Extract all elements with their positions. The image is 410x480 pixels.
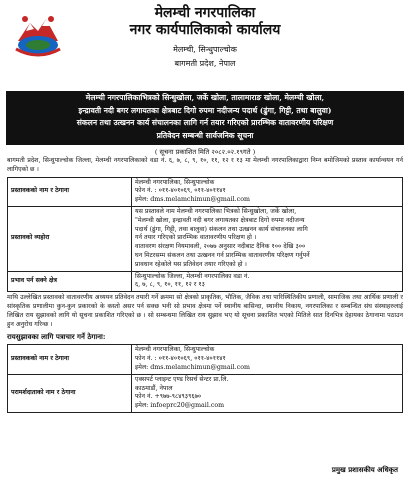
banner-line: मेलम्ची नगरपालिकाभित्रको सिन्धुखोला, जर्के खोला, तालामाराङ खोला, मेलम्ची खोला, (85, 93, 325, 102)
table-row (8, 206, 403, 271)
value-line: प्रावधान रहेकोले यस प्रतिवेदन तयार गरिएको हो । (135, 260, 247, 268)
proposal-table (7, 177, 403, 293)
email-line: इमेल: dms.melamchimun@gmail.com (135, 363, 250, 371)
row-label: प्रभाव पर्न सक्ने क्षेत्र (8, 271, 132, 292)
email-line: इमेल: dms.melamchimun@gmail.com (135, 196, 250, 204)
value-line: फोन नं. : ०११-४०१०६९, ०११-४०११४१ (135, 187, 226, 195)
row-value (132, 206, 403, 271)
contact-table (7, 344, 403, 413)
table-row (8, 177, 403, 206)
body-paragraph: माथि उल्लेखित प्रस्तावको वातावरणीय अध्ययन प्रतिवेदन तयारी गर्ने क्रममा सो क्षेत्रको प्राकृतिक, भौतिक, जैविक तथा पारिस्थितिकीय प्रणाली, सामाजिक तथा आर्थिक प्रणाली र सांस्कृतिक प्रणालीमा कुन-कुन प्रकारको के कस्तो असर पर्न सक्छ भनी सो प्रभाव क्षेत्रमा पर्ने स्थानीय बासिन्दा, स्थानीय निकाय, नगरपालिका र सम्बन्धित संघ संस्थाहरुलाई लिखित राय सुझावको लागि यो सूचना प्रकाशित गरिएको छ । सो सम्बन्धमा लिखित राय सुझाव भए यो सूचना प्रकाशित भएको मितिले सात दिनभित्र देहायका ठेगानामा पठाउन हुन अनुरोध गरिन्छ । (7, 294, 403, 328)
table-row (8, 374, 403, 412)
value-line: फोन नं. : ०११-४०१०६९, ०११-४०११४१ (135, 355, 226, 363)
value-line: मेलम्ची नगरपालिका, सिन्धुपाल्चोक (135, 178, 215, 186)
value-line: यस प्रस्तावले नाम मेलम्ची नगरपालिका भित्रको सिन्धुखोला, जर्के खोला, (135, 207, 297, 215)
address-line-2: बागमती प्रदेश, नेपाल (174, 59, 236, 68)
nepal-government-emblem-icon (12, 9, 64, 59)
value-line: फोन नं. +९७७-९८४९३९६७० (135, 393, 202, 401)
table-row (8, 271, 403, 292)
value-line: पदार्थ (ढुंगा, गिट्टी, तथा बालुवा) संकलन तथा उत्खनन कार्य संचालनका लागि (135, 225, 308, 233)
municipality-name: मेलम्ची नगरपालिका (154, 5, 256, 21)
value-line: काठमाडौं, नेपाल (135, 384, 173, 392)
banner-line: संकलन तथा उत्खनन कार्य संचालनका लागि गर्न तयार गरिएको प्रारम्भिक वातावरणीय परिक्षण (76, 118, 334, 127)
address-line-1: मेलम्ची, सिन्धुपाल्चोक (173, 45, 237, 54)
notice-title-banner (6, 91, 404, 145)
row-label: परामर्शदाताको नाम र ठेगाना (8, 374, 132, 412)
value-line: "मेलम्ची खोला, इन्द्रावती नदी बगर लगायतका क्षेत्रबाट दिगो रुपमा नदीजन्य (135, 216, 305, 224)
value-line: मेलम्ची नगरपालिका, सिन्धुपाल्चोक (135, 346, 215, 354)
table-row (8, 345, 403, 374)
email-line: इमेल: infoeprc20@gmail.com (135, 402, 225, 410)
section-title: रायसुझावका लागि पत्राचार गर्ने ठेगाना: (7, 332, 106, 342)
row-value (132, 177, 403, 206)
row-label: प्रस्तावको व्यहोरा (8, 206, 132, 271)
notice-page (4, 3, 406, 477)
banner-line: प्रतिवेदन सम्बन्धी सार्वजनिक सूचना (156, 130, 254, 140)
value-line: एक्सपर्ट प्लाइन्ट एण्ड रिसर्च सेन्टर प्रा.लि. (135, 375, 229, 383)
letterhead (4, 3, 406, 91)
value-line: गर्न तयार गरिएको प्रारम्भिक वातावरणीय परिक्षण हो । (135, 234, 257, 242)
value-line: घन मिटरसम्म संकलन तथा उत्खनन गर्न प्रारम्भिक वातावरणीय परिक्षण गर्नुपर्ने (135, 251, 310, 259)
notice-date: ( सूचना प्रकाशित मिति २०८२.०२.१९गते ) (154, 148, 256, 156)
value-line: सिन्धुपाल्चोक जिल्ला, मेलम्ची नगरपालिका वडा नं. (135, 272, 250, 280)
office-name: नगर कार्यपालिकाको कार्यालय (129, 22, 281, 38)
row-value (132, 345, 403, 374)
row-label: प्रस्तावकको नाम र ठेगाना (8, 345, 132, 374)
row-value (132, 271, 403, 292)
intro-paragraph: बागमती प्रदेश, सिन्धुपाल्चोक जिल्ला, मेलम्ची नगरपालिकाको वडा नं. ६, ७, ८, ९, १०, ११, १२ र १३ मा मेलम्ची नगरपालिकाद्वारा निम्न बमोजिमको प्रस्ताव कार्यान्वयन गर्न लागिएको छ । (7, 157, 403, 173)
value-line: ६, ७, ८, ९, १०, ११, १२ र १३ (135, 281, 205, 289)
row-label: प्रस्तावकको नाम र ठेगाना (8, 177, 132, 206)
value-line: वातावरण संरक्षण नियमावली, २०७७ अनुसार नदीबाट दैनिक १०० देखि ३०० (135, 243, 306, 251)
banner-line: इन्द्रावती नदी बगर लगायतका क्षेत्रबाट दिगो रुपमा नदीजन्य पदार्थ (ढुंगा, गिट्टी, तथा बालुवा) (78, 105, 332, 115)
row-value (132, 374, 403, 412)
signature-title: प्रमुख प्रशासकीय अधिकृत (331, 465, 398, 474)
